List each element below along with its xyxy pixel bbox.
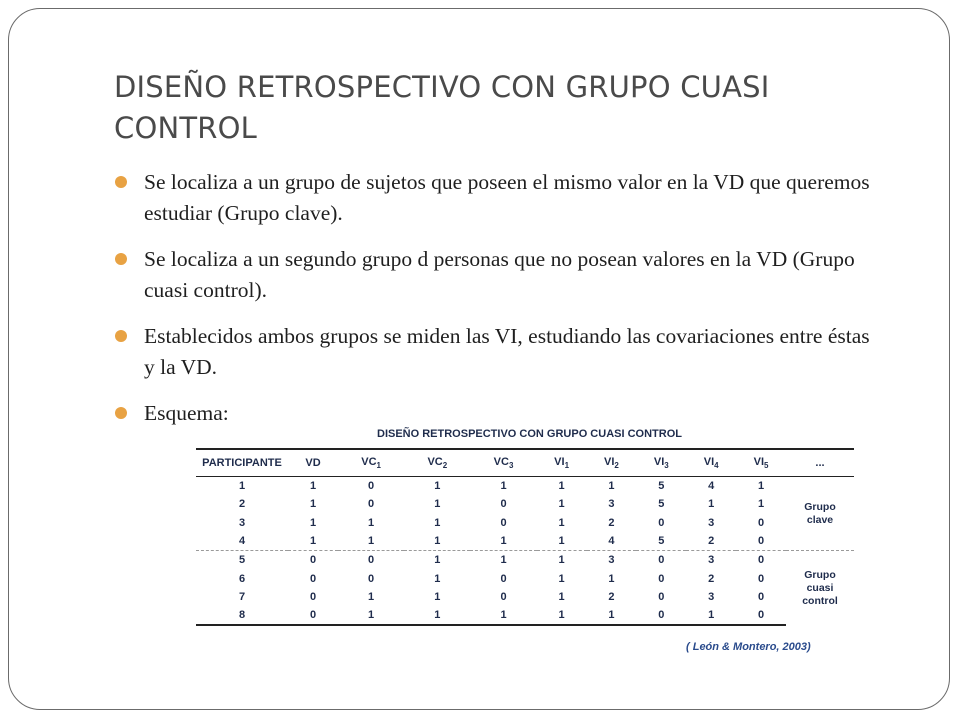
cell: 6: [238, 572, 246, 585]
cell: 1: [434, 572, 441, 585]
cell: 0: [757, 590, 765, 603]
header-vi4: $VI_4$: [686, 449, 736, 477]
cell: 1: [368, 535, 375, 548]
cell: 1: [434, 516, 441, 529]
cell: 0: [736, 551, 786, 570]
header-vi1: $VI_1$: [537, 449, 587, 477]
header-vc1: $VC_1$: [338, 449, 404, 477]
cell: 1: [470, 606, 536, 625]
citation: ( León & Montero, 2003): [686, 641, 811, 653]
cell: 0: [500, 572, 507, 585]
table-row: [196, 606, 854, 625]
cell: 3: [587, 551, 637, 570]
cell: 1: [309, 498, 317, 511]
cell: 1: [558, 535, 565, 548]
table-row: [196, 514, 854, 532]
bullet-dot-icon: [115, 253, 127, 265]
table-row: [196, 532, 854, 551]
cell: 1: [309, 535, 317, 548]
header-vi3: $VI_3$: [636, 449, 686, 477]
slide-title: DISEÑO RETROSPECTIVO CON GRUPO CUASI CONTROL: [114, 70, 770, 145]
table-header-row: [196, 449, 854, 477]
cell: 0: [309, 572, 317, 585]
cell: 0: [757, 516, 765, 529]
cell: 3: [238, 516, 246, 529]
bullet-text: Se localiza a un segundo grupo d personas que no posean valores en la VD (Grupo cuasi control).: [144, 247, 855, 302]
cell: 0: [757, 535, 765, 548]
header-vc3: $VC_3$: [470, 449, 536, 477]
bullet-text: Esquema:: [144, 401, 229, 425]
cell: 0: [757, 572, 765, 585]
header-vd: VD: [288, 449, 338, 477]
cell: 0: [309, 590, 317, 603]
cell: 0: [658, 572, 665, 585]
cell: 0: [500, 516, 507, 529]
cell: 1: [500, 480, 507, 493]
cell: 0: [368, 498, 375, 511]
cell: 2: [708, 572, 715, 585]
cell: 1: [558, 590, 565, 603]
cell: 1: [757, 498, 765, 511]
cell: 1: [608, 480, 615, 493]
cell: 0: [288, 551, 338, 570]
bullet-text: Se localiza a un grupo de sujetos que poseen el mismo valor en la VD que queremos estudiar (Grupo clave).: [144, 170, 870, 225]
cell: 1: [537, 606, 587, 625]
bullet-item: [114, 244, 884, 306]
cell: 2: [708, 535, 715, 548]
cell: 4: [708, 480, 715, 493]
bullet-item: [114, 398, 884, 429]
header-more: ...: [786, 449, 854, 477]
header-vi5: $VI_5$: [736, 449, 786, 477]
cell: 1: [434, 535, 441, 548]
cell: 7: [238, 590, 246, 603]
cell: 1: [309, 516, 317, 529]
bullet-dot-icon: [115, 176, 127, 188]
cell: 1: [558, 516, 565, 529]
cell: 1: [708, 498, 715, 511]
cell: 1: [434, 480, 441, 493]
cell: 5: [658, 480, 665, 493]
cell: 0: [288, 606, 338, 625]
cell: 0: [658, 590, 665, 603]
cell: 5: [658, 498, 665, 511]
cell: 1: [470, 551, 536, 570]
bullet-item: [114, 167, 884, 229]
group-clave-label: Grupo clave: [804, 500, 836, 526]
cell: 5: [196, 551, 288, 570]
cell: 0: [636, 551, 686, 570]
table-title: DISEÑO RETROSPECTIVO CON GRUPO CUASI CONTROL: [377, 428, 682, 440]
cell: 1: [404, 551, 470, 570]
cell: 1: [558, 498, 565, 511]
cell: 0: [500, 590, 507, 603]
cell: 0: [500, 498, 507, 511]
cell: 0: [338, 551, 404, 570]
cell: 1: [368, 516, 375, 529]
cell: 5: [658, 535, 665, 548]
group-control-label: Grupo cuasi control: [786, 551, 854, 626]
cell: 1: [537, 551, 587, 570]
table-row: [196, 477, 854, 496]
header-vc2: $VC_2$: [404, 449, 470, 477]
header-vi2: $VI_2$: [587, 449, 637, 477]
cell: 1: [238, 480, 246, 493]
cell: 1: [404, 606, 470, 625]
cell: 0: [368, 480, 375, 493]
cell: 1: [434, 498, 441, 511]
cell: 1: [338, 606, 404, 625]
cell: 3: [708, 590, 715, 603]
design-table: [196, 448, 854, 626]
cell: 1: [757, 480, 765, 493]
table-row: [196, 588, 854, 606]
cell: 3: [608, 498, 615, 511]
cell: 8: [196, 606, 288, 625]
cell: 2: [608, 590, 615, 603]
cell: 0: [636, 606, 686, 625]
cell: 1: [608, 572, 615, 585]
cell: 3: [686, 551, 736, 570]
cell: 4: [608, 535, 615, 548]
cell: 2: [238, 498, 246, 511]
cell: 1: [434, 590, 441, 603]
cell: 3: [708, 516, 715, 529]
bullet-dot-icon: [115, 330, 127, 342]
bullet-item: [114, 321, 884, 383]
cell: 1: [309, 480, 317, 493]
cell: 1: [500, 535, 507, 548]
cell: 0: [736, 606, 786, 625]
cell: 1: [558, 572, 565, 585]
cell: 0: [658, 516, 665, 529]
bullet-text: Establecidos ambos grupos se miden las VI, estudiando las covariaciones entre éstas y la VD.: [144, 324, 870, 379]
cell: 0: [368, 572, 375, 585]
cell: 1: [368, 590, 375, 603]
bullet-list: [114, 167, 884, 444]
cell: 1: [587, 606, 637, 625]
cell: 1: [686, 606, 736, 625]
cell: 4: [238, 535, 246, 548]
bullet-dot-icon: [115, 407, 127, 419]
table-row: [196, 569, 854, 587]
cell: 1: [558, 480, 565, 493]
cell: 2: [608, 516, 615, 529]
header-participante: PARTICIPANTE: [196, 449, 288, 477]
table-row: [196, 495, 854, 513]
table-row: [196, 551, 854, 570]
